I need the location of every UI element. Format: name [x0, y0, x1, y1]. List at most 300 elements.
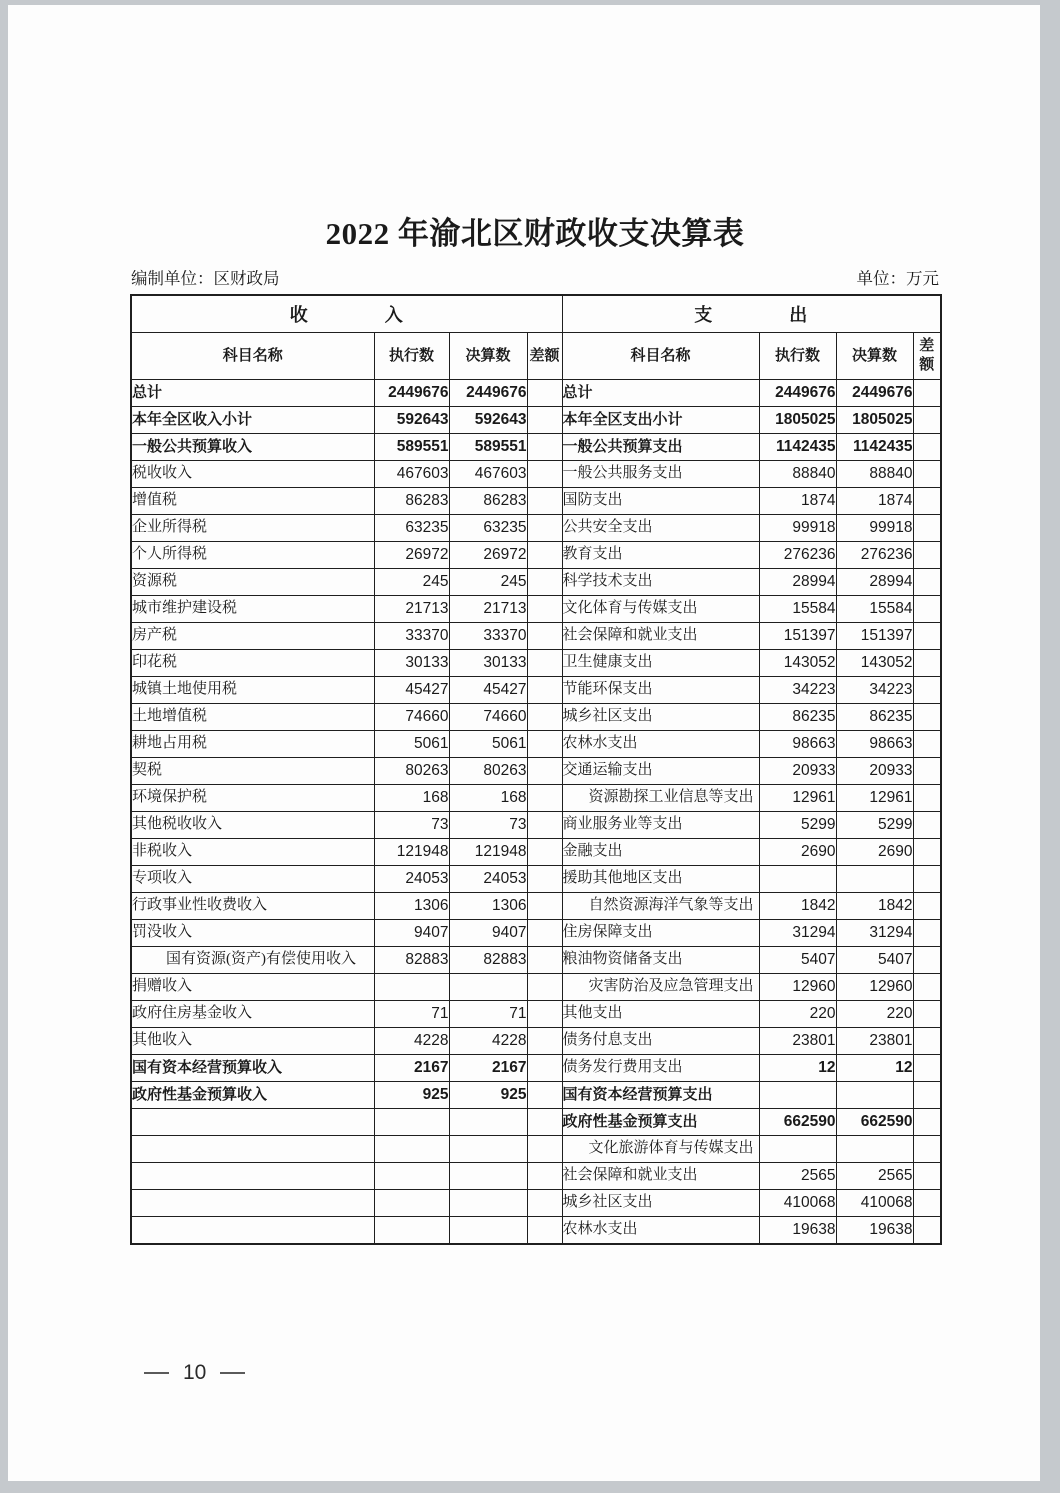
- subject-cell: 总计: [131, 380, 374, 407]
- executed-value-cell: 5407: [759, 947, 836, 974]
- subject-cell: 企业所得税: [131, 515, 374, 542]
- diff-value-cell: [527, 380, 562, 407]
- executed-value-cell: 1874: [759, 488, 836, 515]
- diff-value-cell: [913, 515, 941, 542]
- table-row: [131, 704, 941, 731]
- table-row: [131, 407, 941, 434]
- diff-value-cell: [527, 650, 562, 677]
- column-header-final-expense: 决算数: [836, 333, 913, 380]
- executed-value-cell: [374, 1190, 449, 1217]
- final-value-cell: 19638: [836, 1217, 913, 1244]
- subject-cell: 卫生健康支出: [562, 650, 759, 677]
- executed-value-cell: 2449676: [374, 380, 449, 407]
- diff-value-cell: [527, 866, 562, 893]
- diff-value-cell: [913, 974, 941, 1001]
- diff-value-cell: [527, 974, 562, 1001]
- final-value-cell: 82883: [449, 947, 527, 974]
- executed-value-cell: 2449676: [759, 380, 836, 407]
- final-value-cell: [836, 1082, 913, 1109]
- executed-value-cell: [374, 1136, 449, 1163]
- final-value-cell: 33370: [449, 623, 527, 650]
- final-value-cell: 23801: [836, 1028, 913, 1055]
- final-value-cell: [449, 1109, 527, 1136]
- executed-value-cell: 26972: [374, 542, 449, 569]
- subject-cell: 契税: [131, 758, 374, 785]
- executed-value-cell: 24053: [374, 866, 449, 893]
- column-header-executed-expense: 执行数: [759, 333, 836, 380]
- diff-value-cell: [913, 920, 941, 947]
- executed-value-cell: 20933: [759, 758, 836, 785]
- final-value-cell: 45427: [449, 677, 527, 704]
- final-value-cell: 151397: [836, 623, 913, 650]
- subject-cell: [131, 1109, 374, 1136]
- subject-cell: 城镇土地使用税: [131, 677, 374, 704]
- diff-value-cell: [527, 920, 562, 947]
- subject-cell: 其他税收收入: [131, 812, 374, 839]
- subject-cell: 国有资本经营预算支出: [562, 1082, 759, 1109]
- table-row: [131, 569, 941, 596]
- final-value-cell: 121948: [449, 839, 527, 866]
- final-value-cell: 63235: [449, 515, 527, 542]
- final-value-cell: 24053: [449, 866, 527, 893]
- diff-value-cell: [527, 812, 562, 839]
- executed-value-cell: 220: [759, 1001, 836, 1028]
- subject-cell: 个人所得税: [131, 542, 374, 569]
- final-value-cell: 80263: [449, 758, 527, 785]
- table-row: [131, 1217, 941, 1244]
- final-value-cell: 88840: [836, 461, 913, 488]
- executed-value-cell: 410068: [759, 1190, 836, 1217]
- subject-cell: 非税收入: [131, 839, 374, 866]
- subject-cell: 环境保护税: [131, 785, 374, 812]
- diff-value-cell: [913, 461, 941, 488]
- subject-cell: [131, 1163, 374, 1190]
- final-value-cell: [449, 1163, 527, 1190]
- final-value-cell: [449, 1217, 527, 1244]
- table-row: [131, 785, 941, 812]
- subject-cell: 一般公共预算支出: [562, 434, 759, 461]
- subject-cell: 政府性基金预算收入: [131, 1082, 374, 1109]
- subject-cell: 社会保障和就业支出: [562, 1163, 759, 1190]
- executed-value-cell: 276236: [759, 542, 836, 569]
- subject-cell: 文化体育与传媒支出: [562, 596, 759, 623]
- executed-value-cell: 592643: [374, 407, 449, 434]
- executed-value-cell: 662590: [759, 1109, 836, 1136]
- diff-value-cell: [913, 1082, 941, 1109]
- final-value-cell: 2449676: [836, 380, 913, 407]
- diff-value-cell: [527, 623, 562, 650]
- column-header-row: [131, 333, 941, 380]
- table-row: [131, 731, 941, 758]
- table-row: [131, 1001, 941, 1028]
- final-value-cell: 21713: [449, 596, 527, 623]
- table-row: [131, 677, 941, 704]
- diff-value-cell: [913, 488, 941, 515]
- executed-value-cell: 74660: [374, 704, 449, 731]
- diff-value-cell: [913, 1028, 941, 1055]
- diff-value-cell: [913, 1136, 941, 1163]
- subject-cell: 商业服务业等支出: [562, 812, 759, 839]
- table-row: [131, 920, 941, 947]
- meta-row: [130, 265, 940, 289]
- subject-cell: 住房保障支出: [562, 920, 759, 947]
- final-value-cell: 1142435: [836, 434, 913, 461]
- diff-value-cell: [913, 623, 941, 650]
- executed-value-cell: 589551: [374, 434, 449, 461]
- footer-dash-left: [144, 1372, 169, 1374]
- subject-cell: 国防支出: [562, 488, 759, 515]
- table-row: [131, 1190, 941, 1217]
- diff-value-cell: [527, 758, 562, 785]
- content-sheet: [130, 5, 940, 1245]
- table-row: [131, 515, 941, 542]
- diff-value-cell: [527, 434, 562, 461]
- executed-value-cell: 86283: [374, 488, 449, 515]
- executed-value-cell: 30133: [374, 650, 449, 677]
- subject-cell: 印花税: [131, 650, 374, 677]
- diff-value-cell: [527, 893, 562, 920]
- final-value-cell: 1306: [449, 893, 527, 920]
- subject-cell: 税收收入: [131, 461, 374, 488]
- executed-value-cell: 31294: [759, 920, 836, 947]
- final-value-cell: 86283: [449, 488, 527, 515]
- executed-value-cell: [759, 1082, 836, 1109]
- column-header-final-income: 决算数: [449, 333, 527, 380]
- subject-cell: 公共安全支出: [562, 515, 759, 542]
- fiscal-table: [130, 294, 942, 1245]
- subject-cell: 城乡社区支出: [562, 704, 759, 731]
- executed-value-cell: 2167: [374, 1055, 449, 1082]
- subject-cell: 国有资本经营预算收入: [131, 1055, 374, 1082]
- diff-value-cell: [527, 1217, 562, 1244]
- final-value-cell: 467603: [449, 461, 527, 488]
- executed-value-cell: 86235: [759, 704, 836, 731]
- final-value-cell: 168: [449, 785, 527, 812]
- column-header-subject-income: 科目名称: [131, 333, 374, 380]
- table-row: [131, 1109, 941, 1136]
- diff-value-cell: [527, 704, 562, 731]
- table-row: [131, 1055, 941, 1082]
- subject-cell: 粮油物资储备支出: [562, 947, 759, 974]
- executed-value-cell: 12961: [759, 785, 836, 812]
- subject-cell: 政府住房基金收入: [131, 1001, 374, 1028]
- diff-value-cell: [913, 812, 941, 839]
- table-row: [131, 1082, 941, 1109]
- subject-cell: 社会保障和就业支出: [562, 623, 759, 650]
- subject-cell: 罚没收入: [131, 920, 374, 947]
- diff-value-cell: [913, 1163, 941, 1190]
- diff-value-cell: [913, 380, 941, 407]
- subject-cell: 土地增值税: [131, 704, 374, 731]
- final-value-cell: [449, 974, 527, 1001]
- final-value-cell: 4228: [449, 1028, 527, 1055]
- executed-value-cell: [374, 1163, 449, 1190]
- diff-value-cell: [527, 731, 562, 758]
- subject-cell: 资源税: [131, 569, 374, 596]
- executed-value-cell: 88840: [759, 461, 836, 488]
- final-value-cell: [836, 866, 913, 893]
- final-value-cell: [449, 1136, 527, 1163]
- final-value-cell: 86235: [836, 704, 913, 731]
- diff-value-cell: [913, 596, 941, 623]
- executed-value-cell: 71: [374, 1001, 449, 1028]
- final-value-cell: 5407: [836, 947, 913, 974]
- diff-value-cell: [913, 542, 941, 569]
- diff-value-cell: [913, 893, 941, 920]
- subject-cell: 自然资源海洋气象等支出: [562, 893, 759, 920]
- diff-value-cell: [913, 650, 941, 677]
- executed-value-cell: 143052: [759, 650, 836, 677]
- diff-value-cell: [527, 515, 562, 542]
- final-value-cell: 5299: [836, 812, 913, 839]
- final-value-cell: 28994: [836, 569, 913, 596]
- final-value-cell: 1842: [836, 893, 913, 920]
- table-row: [131, 488, 941, 515]
- diff-value-cell: [913, 731, 941, 758]
- final-value-cell: 12961: [836, 785, 913, 812]
- final-value-cell: 1805025: [836, 407, 913, 434]
- executed-value-cell: 5299: [759, 812, 836, 839]
- table-row: [131, 1163, 941, 1190]
- subject-cell: 本年全区支出小计: [562, 407, 759, 434]
- executed-value-cell: 34223: [759, 677, 836, 704]
- final-value-cell: 245: [449, 569, 527, 596]
- final-value-cell: 2167: [449, 1055, 527, 1082]
- diff-value-cell: [913, 1001, 941, 1028]
- group-header-row: [131, 295, 941, 333]
- subject-cell: 一般公共服务支出: [562, 461, 759, 488]
- executed-value-cell: 1306: [374, 893, 449, 920]
- final-value-cell: 1874: [836, 488, 913, 515]
- table-row: [131, 893, 941, 920]
- executed-value-cell: 1805025: [759, 407, 836, 434]
- final-value-cell: 276236: [836, 542, 913, 569]
- executed-value-cell: 19638: [759, 1217, 836, 1244]
- final-value-cell: [836, 1136, 913, 1163]
- subject-cell: 本年全区收入小计: [131, 407, 374, 434]
- final-value-cell: 26972: [449, 542, 527, 569]
- subject-cell: 城市维护建设税: [131, 596, 374, 623]
- diff-value-cell: [913, 785, 941, 812]
- executed-value-cell: 28994: [759, 569, 836, 596]
- final-value-cell: 220: [836, 1001, 913, 1028]
- subject-cell: 房产税: [131, 623, 374, 650]
- executed-value-cell: 80263: [374, 758, 449, 785]
- subject-cell: 灾害防治及应急管理支出: [562, 974, 759, 1001]
- executed-value-cell: [374, 1217, 449, 1244]
- final-value-cell: 20933: [836, 758, 913, 785]
- diff-value-cell: [527, 1190, 562, 1217]
- diff-value-cell: [527, 1028, 562, 1055]
- table-row: [131, 380, 941, 407]
- diff-value-cell: [527, 677, 562, 704]
- unit-label: 单位：万元: [856, 269, 939, 288]
- executed-value-cell: 12: [759, 1055, 836, 1082]
- income-group-header: 收 入: [131, 295, 562, 333]
- executed-value-cell: 73: [374, 812, 449, 839]
- subject-cell: 行政事业性收费收入: [131, 893, 374, 920]
- executed-value-cell: 33370: [374, 623, 449, 650]
- subject-cell: 总计: [562, 380, 759, 407]
- subject-cell: 节能环保支出: [562, 677, 759, 704]
- subject-cell: 增值税: [131, 488, 374, 515]
- document-page: [8, 5, 1040, 1481]
- final-value-cell: 73: [449, 812, 527, 839]
- column-header-diff-income: 差额: [527, 333, 562, 380]
- diff-value-cell: [913, 677, 941, 704]
- executed-value-cell: [374, 974, 449, 1001]
- subject-cell: 科学技术支出: [562, 569, 759, 596]
- diff-value-cell: [913, 1217, 941, 1244]
- subject-cell: 教育支出: [562, 542, 759, 569]
- column-header-executed-income: 执行数: [374, 333, 449, 380]
- diff-value-cell: [527, 488, 562, 515]
- table-row: [131, 974, 941, 1001]
- final-value-cell: 15584: [836, 596, 913, 623]
- executed-value-cell: 1142435: [759, 434, 836, 461]
- executed-value-cell: 82883: [374, 947, 449, 974]
- table-row: [131, 812, 941, 839]
- diff-value-cell: [913, 569, 941, 596]
- diff-value-cell: [527, 947, 562, 974]
- subject-cell: 金融支出: [562, 839, 759, 866]
- executed-value-cell: 21713: [374, 596, 449, 623]
- final-value-cell: 9407: [449, 920, 527, 947]
- executed-value-cell: 12960: [759, 974, 836, 1001]
- subject-cell: 援助其他地区支出: [562, 866, 759, 893]
- subject-cell: 交通运输支出: [562, 758, 759, 785]
- footer-dash-right: [220, 1372, 245, 1374]
- final-value-cell: 71: [449, 1001, 527, 1028]
- diff-value-cell: [527, 461, 562, 488]
- final-value-cell: 34223: [836, 677, 913, 704]
- executed-value-cell: 121948: [374, 839, 449, 866]
- final-value-cell: 31294: [836, 920, 913, 947]
- table-row: [131, 1028, 941, 1055]
- subject-cell: [131, 1136, 374, 1163]
- subject-cell: 农林水支出: [562, 1217, 759, 1244]
- executed-value-cell: 63235: [374, 515, 449, 542]
- subject-cell: 城乡社区支出: [562, 1190, 759, 1217]
- table-row: [131, 758, 941, 785]
- executed-value-cell: 1842: [759, 893, 836, 920]
- subject-cell: 其他支出: [562, 1001, 759, 1028]
- final-value-cell: 30133: [449, 650, 527, 677]
- diff-value-cell: [913, 704, 941, 731]
- final-value-cell: 589551: [449, 434, 527, 461]
- diff-value-cell: [527, 542, 562, 569]
- diff-value-cell: [913, 1109, 941, 1136]
- executed-value-cell: [374, 1109, 449, 1136]
- executed-value-cell: 15584: [759, 596, 836, 623]
- diff-value-cell: [527, 596, 562, 623]
- final-value-cell: 2565: [836, 1163, 913, 1190]
- page-title: 2022 年渝北区财政收支决算表: [325, 216, 745, 251]
- diff-value-cell: [527, 1136, 562, 1163]
- diff-value-cell: [527, 569, 562, 596]
- subject-cell: 政府性基金预算支出: [562, 1109, 759, 1136]
- subject-cell: 国有资源(资产)有偿使用收入: [131, 947, 374, 974]
- subject-cell: 一般公共预算收入: [131, 434, 374, 461]
- table-row: [131, 461, 941, 488]
- column-header-diff-expense: 差额: [913, 333, 941, 380]
- table-row: [131, 650, 941, 677]
- executed-value-cell: 2565: [759, 1163, 836, 1190]
- diff-value-cell: [913, 947, 941, 974]
- executed-value-cell: 151397: [759, 623, 836, 650]
- final-value-cell: 5061: [449, 731, 527, 758]
- diff-value-cell: [913, 1190, 941, 1217]
- final-value-cell: 2449676: [449, 380, 527, 407]
- executed-value-cell: 925: [374, 1082, 449, 1109]
- final-value-cell: 925: [449, 1082, 527, 1109]
- executed-value-cell: 98663: [759, 731, 836, 758]
- executed-value-cell: 9407: [374, 920, 449, 947]
- page-footer: [144, 1361, 245, 1385]
- final-value-cell: 98663: [836, 731, 913, 758]
- subject-cell: 债务付息支出: [562, 1028, 759, 1055]
- table-row: [131, 542, 941, 569]
- executed-value-cell: 245: [374, 569, 449, 596]
- diff-value-cell: [913, 839, 941, 866]
- diff-value-cell: [527, 785, 562, 812]
- executed-value-cell: 99918: [759, 515, 836, 542]
- final-value-cell: 12960: [836, 974, 913, 1001]
- prepared-by-label: 编制单位：区财政局: [131, 269, 280, 288]
- final-value-cell: 592643: [449, 407, 527, 434]
- final-value-cell: [449, 1190, 527, 1217]
- executed-value-cell: 467603: [374, 461, 449, 488]
- diff-value-cell: [527, 839, 562, 866]
- table-row: [131, 623, 941, 650]
- final-value-cell: 12: [836, 1055, 913, 1082]
- final-value-cell: 2690: [836, 839, 913, 866]
- subject-cell: 资源勘探工业信息等支出: [562, 785, 759, 812]
- subject-cell: 捐赠收入: [131, 974, 374, 1001]
- diff-value-cell: [913, 434, 941, 461]
- diff-value-cell: [527, 1001, 562, 1028]
- executed-value-cell: 4228: [374, 1028, 449, 1055]
- final-value-cell: 662590: [836, 1109, 913, 1136]
- table-row: [131, 434, 941, 461]
- subject-cell: 耕地占用税: [131, 731, 374, 758]
- table-row: [131, 1136, 941, 1163]
- diff-value-cell: [527, 1109, 562, 1136]
- diff-value-cell: [527, 407, 562, 434]
- final-value-cell: 99918: [836, 515, 913, 542]
- diff-value-cell: [527, 1055, 562, 1082]
- diff-value-cell: [913, 758, 941, 785]
- executed-value-cell: [759, 1136, 836, 1163]
- final-value-cell: 410068: [836, 1190, 913, 1217]
- subject-cell: [131, 1217, 374, 1244]
- subject-cell: [131, 1190, 374, 1217]
- diff-value-cell: [913, 1055, 941, 1082]
- executed-value-cell: [759, 866, 836, 893]
- final-value-cell: 143052: [836, 650, 913, 677]
- diff-value-cell: [527, 1082, 562, 1109]
- subject-cell: 债务发行费用支出: [562, 1055, 759, 1082]
- executed-value-cell: 2690: [759, 839, 836, 866]
- diff-value-cell: [527, 1163, 562, 1190]
- executed-value-cell: 5061: [374, 731, 449, 758]
- executed-value-cell: 23801: [759, 1028, 836, 1055]
- final-value-cell: 74660: [449, 704, 527, 731]
- table-row: [131, 596, 941, 623]
- table-row: [131, 947, 941, 974]
- diff-value-cell: [913, 866, 941, 893]
- table-row: [131, 866, 941, 893]
